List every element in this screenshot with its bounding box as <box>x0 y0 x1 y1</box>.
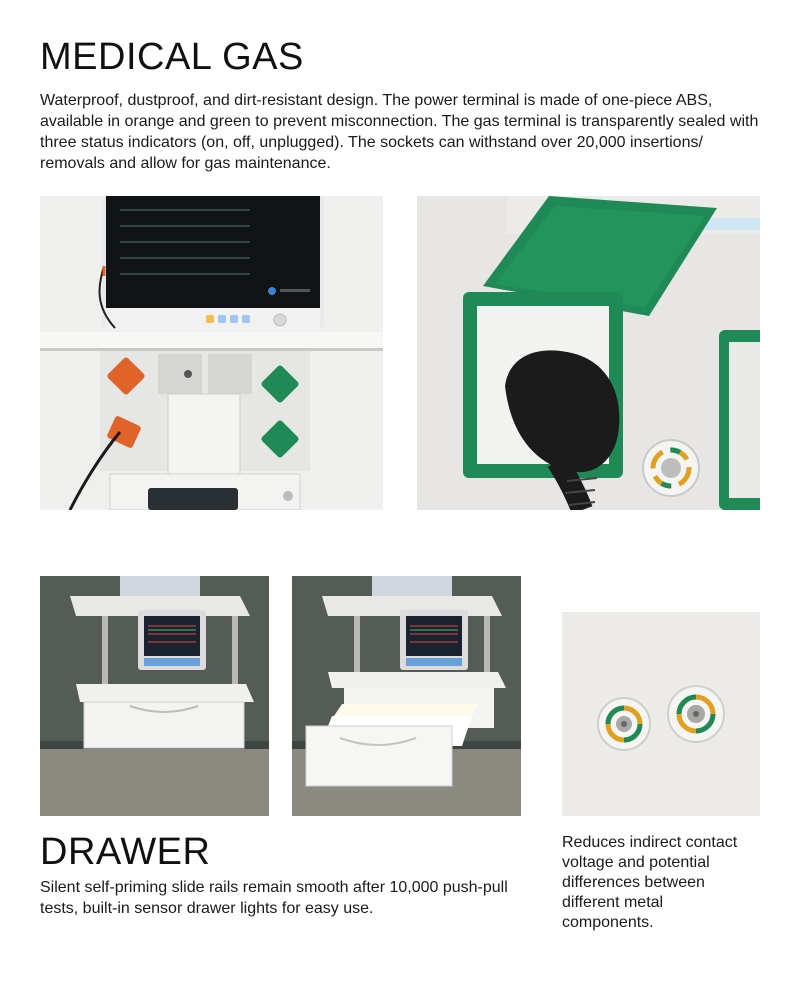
grounding-terminals-photo <box>562 612 760 816</box>
section-title-medical-gas: MEDICAL GAS <box>40 36 304 78</box>
drawer-closed-photo <box>40 576 269 816</box>
drawer-description: Silent self-priming slide rails remain smooth after 10,000 push-pull tests, built-in sensor drawer lights for easy use. <box>40 879 508 917</box>
grounding-description: Reduces indirect contact voltage and potential differences between different metal components. <box>562 834 738 931</box>
drawer-open-photo <box>292 576 521 816</box>
section-title-drawer: DRAWER <box>40 831 211 873</box>
monitor-power-panel-photo <box>40 196 383 510</box>
medical-gas-description: Waterproof, dustproof, and dirt-resistant design. The power terminal is made of one-piece ABS, available in orange and green to prevent misconnection. The gas terminal is transparently sealed with three status indicators (on, off, unplugged). The sockets can withstand over 20,000 insertions/ removals and allow for gas maintenance. <box>40 92 759 172</box>
green-socket-plug-photo <box>417 196 760 510</box>
